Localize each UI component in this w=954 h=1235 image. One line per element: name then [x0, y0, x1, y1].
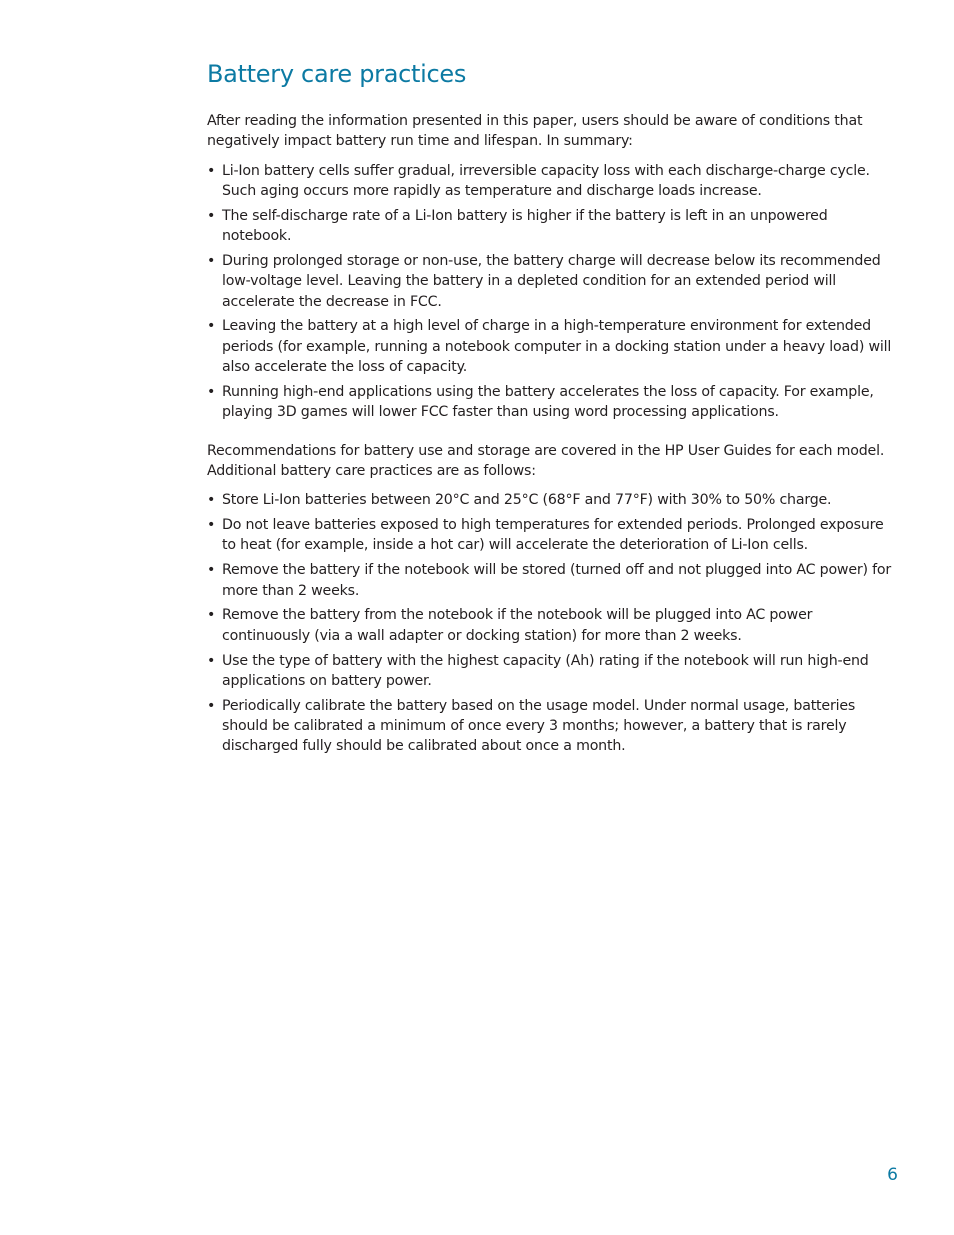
page-number: 6	[887, 1165, 898, 1185]
bullet-icon: •	[207, 607, 216, 624]
page-title: Battery care practices	[207, 60, 467, 88]
list-item	[207, 605, 899, 646]
list-item	[207, 696, 899, 757]
list-item-text: Remove the battery from the notebook if the notebook will be plugged into AC power continuously (via a wall adapter or docking station) for more than 2 weeks.	[222, 607, 813, 644]
list-item	[207, 316, 899, 377]
list-item	[207, 206, 899, 247]
list-item	[207, 161, 899, 202]
bullet-icon: •	[207, 492, 216, 509]
bullet-icon: •	[207, 652, 216, 669]
list-item-text: Leaving the battery at a high level of charge in a high-temperature environment for extended periods (for example, running a notebook computer in a docking station under a heavy load) will also accelerate the loss of capacity.	[222, 318, 892, 376]
list-item	[207, 515, 899, 556]
list-item-text: Running high-end applications using the battery accelerates the loss of capacity. For example, playing 3D games will lower FCC faster than using word processing applications.	[222, 383, 874, 421]
bullet-icon: •	[207, 162, 216, 179]
bullet-icon: •	[207, 252, 216, 269]
list-item	[207, 490, 899, 510]
list-item-text: The self-discharge rate of a Li-Ion battery is higher if the battery is left in an unpowered notebook.	[222, 207, 828, 245]
recommendations-list	[207, 490, 899, 757]
list-item	[207, 560, 899, 601]
bullet-icon: •	[207, 562, 216, 579]
list-item-text: Use the type of battery with the highest capacity (Ah) rating if the notebook will run high-end applications on battery power.	[222, 652, 869, 689]
bullet-icon: •	[207, 697, 216, 714]
list-item-text: Store Li-Ion batteries between 20°C and 25°C (68°F and 77°F) with 30% to 50% charge.	[222, 492, 832, 509]
bullet-icon: •	[207, 207, 216, 224]
bullet-icon: •	[207, 318, 216, 335]
list-item	[207, 382, 899, 423]
document-body	[207, 58, 899, 761]
list-item-text: Do not leave batteries exposed to high temperatures for extended periods. Prolonged exposure to heat (for example, inside a hot car) will accelerate the deterioration of Li-Ion cells.	[222, 517, 884, 554]
bullet-icon: •	[207, 517, 216, 534]
summary-intro: After reading the information presented in this paper, users should be aware of conditions that negatively impact battery run time and lifespan. In summary:	[207, 113, 863, 150]
list-item-text: Li-Ion battery cells suffer gradual, irreversible capacity loss with each discharge-charge cycle. Such aging occurs more rapidly as temperature and discharge loads increase.	[222, 162, 870, 199]
list-item	[207, 251, 899, 312]
recommendations-intro: Recommendations for battery use and storage are covered in the HP User Guides for each model. Additional battery care practices are as follows:	[207, 442, 885, 479]
summary-list	[207, 161, 899, 423]
list-item-text: During prolonged storage or non-use, the battery charge will decrease below its recommended low-voltage level. Leaving the battery in a depleted condition for an extended period will accelerate the decrease in FCC.	[222, 252, 881, 310]
list-item-text: Remove the battery if the notebook will be stored (turned off and not plugged into AC power) for more than 2 weeks.	[222, 562, 892, 599]
bullet-icon: •	[207, 383, 216, 400]
list-item-text: Periodically calibrate the battery based on the usage model. Under normal usage, batteries should be calibrated a minimum of once every 3 months; however, a battery that is rarely discharged fully should be calibrated about once a month.	[222, 697, 856, 755]
list-item	[207, 651, 899, 692]
